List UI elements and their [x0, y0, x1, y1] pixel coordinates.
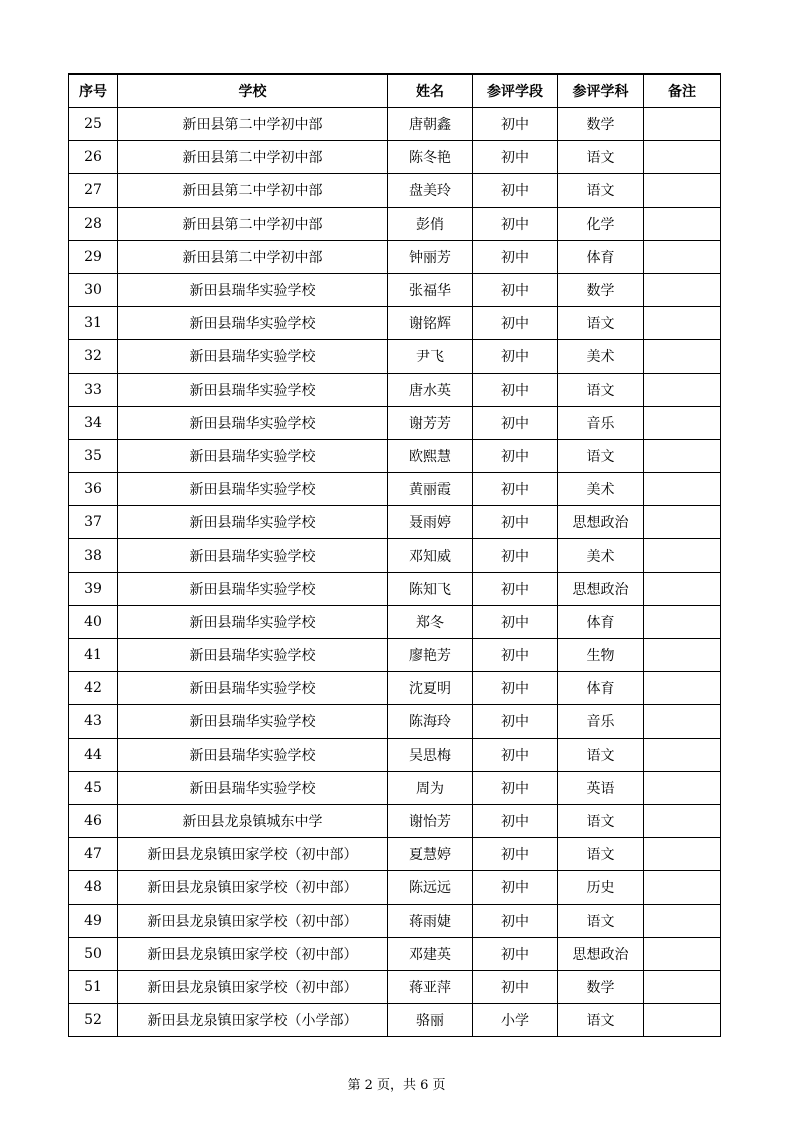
table-cell	[644, 871, 721, 904]
table-cell	[644, 904, 721, 937]
table-cell: 生物	[558, 639, 644, 672]
header-cell: 学校	[118, 74, 388, 108]
table-cell	[644, 937, 721, 970]
table-cell: 欧熙慧	[388, 439, 473, 472]
roster-table	[68, 73, 721, 1037]
header-cell: 参评学科	[558, 74, 644, 108]
table-row	[69, 804, 721, 837]
table-cell: 新田县第二中学初中部	[118, 141, 388, 174]
table-cell: 新田县瑞华实验学校	[118, 738, 388, 771]
table-cell: 新田县龙泉镇田家学校（初中部）	[118, 904, 388, 937]
table-row	[69, 307, 721, 340]
table-cell: 谢怡芳	[388, 804, 473, 837]
table-cell: 语文	[558, 838, 644, 871]
table-cell: 25	[69, 108, 118, 141]
table-row	[69, 141, 721, 174]
table-cell: 黄丽霞	[388, 473, 473, 506]
table-cell: 34	[69, 406, 118, 439]
table-cell: 新田县瑞华实验学校	[118, 406, 388, 439]
table-row	[69, 439, 721, 472]
table-cell: 初中	[473, 207, 558, 240]
table-cell	[644, 639, 721, 672]
table-cell: 吴思梅	[388, 738, 473, 771]
table-cell: 新田县瑞华实验学校	[118, 273, 388, 306]
table-cell: 思想政治	[558, 572, 644, 605]
table-row	[69, 406, 721, 439]
table-row	[69, 738, 721, 771]
table-cell: 体育	[558, 672, 644, 705]
table-cell: 初中	[473, 373, 558, 406]
table-cell	[644, 771, 721, 804]
table-cell: 美术	[558, 340, 644, 373]
table-cell: 新田县瑞华实验学校	[118, 439, 388, 472]
table-cell: 新田县第二中学初中部	[118, 174, 388, 207]
table-cell: 44	[69, 738, 118, 771]
table-cell: 新田县第二中学初中部	[118, 108, 388, 141]
table-cell: 初中	[473, 804, 558, 837]
table-cell: 新田县第二中学初中部	[118, 240, 388, 273]
table-cell: 初中	[473, 539, 558, 572]
table-cell	[644, 705, 721, 738]
table-cell: 思想政治	[558, 506, 644, 539]
table-cell: 陈冬艳	[388, 141, 473, 174]
table-cell: 46	[69, 804, 118, 837]
table-cell: 新田县龙泉镇田家学校（初中部）	[118, 838, 388, 871]
table-cell: 廖艳芳	[388, 639, 473, 672]
table-cell: 英语	[558, 771, 644, 804]
table-cell: 38	[69, 539, 118, 572]
table-cell: 初中	[473, 738, 558, 771]
table-cell: 聂雨婷	[388, 506, 473, 539]
table-cell: 张福华	[388, 273, 473, 306]
table-cell: 新田县瑞华实验学校	[118, 771, 388, 804]
table-cell: 28	[69, 207, 118, 240]
table-cell: 邓建英	[388, 937, 473, 970]
table-row	[69, 207, 721, 240]
table-cell	[644, 439, 721, 472]
table-cell	[644, 1004, 721, 1037]
table-cell	[644, 672, 721, 705]
table-cell: 语文	[558, 373, 644, 406]
table-cell: 小学	[473, 1004, 558, 1037]
table-row	[69, 970, 721, 1003]
table-cell: 数学	[558, 970, 644, 1003]
table-cell: 语文	[558, 141, 644, 174]
table-cell: 彭俏	[388, 207, 473, 240]
table-row	[69, 705, 721, 738]
header-cell: 序号	[69, 74, 118, 108]
table-row	[69, 473, 721, 506]
table-cell	[644, 804, 721, 837]
table-cell: 51	[69, 970, 118, 1003]
table-row	[69, 904, 721, 937]
table-cell	[644, 473, 721, 506]
table-cell: 43	[69, 705, 118, 738]
table-cell: 谢铭辉	[388, 307, 473, 340]
table-cell: 唐朝鑫	[388, 108, 473, 141]
table-cell: 蒋亚萍	[388, 970, 473, 1003]
table-cell	[644, 373, 721, 406]
table-cell: 初中	[473, 406, 558, 439]
table-cell	[644, 506, 721, 539]
table-cell: 35	[69, 439, 118, 472]
table-cell: 新田县瑞华实验学校	[118, 473, 388, 506]
table-cell	[644, 738, 721, 771]
table-row	[69, 639, 721, 672]
table-cell: 语文	[558, 1004, 644, 1037]
table-cell: 体育	[558, 240, 644, 273]
table-cell: 41	[69, 639, 118, 672]
table-cell	[644, 141, 721, 174]
table-cell: 初中	[473, 639, 558, 672]
table-cell: 思想政治	[558, 937, 644, 970]
table-cell: 初中	[473, 904, 558, 937]
table-cell: 语文	[558, 738, 644, 771]
table-cell: 音乐	[558, 406, 644, 439]
table-cell: 初中	[473, 838, 558, 871]
table-cell	[644, 240, 721, 273]
table-cell: 新田县瑞华实验学校	[118, 307, 388, 340]
table-cell: 新田县瑞华实验学校	[118, 639, 388, 672]
table-cell: 陈海玲	[388, 705, 473, 738]
table-cell: 初中	[473, 871, 558, 904]
table-cell: 新田县瑞华实验学校	[118, 539, 388, 572]
table-cell: 初中	[473, 240, 558, 273]
table-row	[69, 273, 721, 306]
table-cell: 体育	[558, 605, 644, 638]
table-cell: 化学	[558, 207, 644, 240]
table-cell: 数学	[558, 108, 644, 141]
table-cell: 47	[69, 838, 118, 871]
table-cell: 45	[69, 771, 118, 804]
table-row	[69, 506, 721, 539]
table-cell: 美术	[558, 539, 644, 572]
table-cell	[644, 340, 721, 373]
table-cell: 30	[69, 273, 118, 306]
table-cell: 初中	[473, 174, 558, 207]
table-row	[69, 340, 721, 373]
table-cell: 新田县第二中学初中部	[118, 207, 388, 240]
table-cell: 初中	[473, 340, 558, 373]
table-cell: 唐水英	[388, 373, 473, 406]
table-cell: 新田县瑞华实验学校	[118, 605, 388, 638]
header-cell: 姓名	[388, 74, 473, 108]
table-cell: 36	[69, 473, 118, 506]
table-cell: 26	[69, 141, 118, 174]
table-cell: 40	[69, 605, 118, 638]
table-cell: 新田县瑞华实验学校	[118, 373, 388, 406]
table-row	[69, 838, 721, 871]
table-cell: 初中	[473, 506, 558, 539]
table-cell: 语文	[558, 174, 644, 207]
table-row	[69, 572, 721, 605]
table-cell	[644, 406, 721, 439]
table-cell: 初中	[473, 705, 558, 738]
table-cell: 邓知威	[388, 539, 473, 572]
table-cell: 陈远远	[388, 871, 473, 904]
table-row	[69, 108, 721, 141]
table-cell: 27	[69, 174, 118, 207]
table-cell: 初中	[473, 970, 558, 1003]
table-cell: 历史	[558, 871, 644, 904]
table-cell	[644, 273, 721, 306]
table-cell: 新田县龙泉镇田家学校（初中部）	[118, 871, 388, 904]
table-cell: 新田县龙泉镇田家学校（小学部）	[118, 1004, 388, 1037]
table-row	[69, 871, 721, 904]
table-cell	[644, 307, 721, 340]
table-row	[69, 672, 721, 705]
table-cell: 语文	[558, 307, 644, 340]
table-cell: 新田县瑞华实验学校	[118, 705, 388, 738]
table-cell: 新田县瑞华实验学校	[118, 672, 388, 705]
table-cell: 新田县瑞华实验学校	[118, 340, 388, 373]
table-cell: 初中	[473, 572, 558, 605]
table-row	[69, 240, 721, 273]
table-cell: 39	[69, 572, 118, 605]
table-cell: 50	[69, 937, 118, 970]
table-cell: 钟丽芳	[388, 240, 473, 273]
table-body	[69, 108, 721, 1037]
table-row	[69, 1004, 721, 1037]
table-row	[69, 539, 721, 572]
table-row	[69, 373, 721, 406]
table-cell: 新田县瑞华实验学校	[118, 572, 388, 605]
table-cell: 初中	[473, 307, 558, 340]
table-cell: 32	[69, 340, 118, 373]
table-cell: 初中	[473, 473, 558, 506]
header-cell: 参评学段	[473, 74, 558, 108]
header-cell: 备注	[644, 74, 721, 108]
table-cell: 初中	[473, 273, 558, 306]
table-cell	[644, 838, 721, 871]
table-cell	[644, 207, 721, 240]
table-cell: 新田县瑞华实验学校	[118, 506, 388, 539]
table-cell: 新田县龙泉镇田家学校（初中部）	[118, 937, 388, 970]
table-cell: 初中	[473, 771, 558, 804]
table-cell: 初中	[473, 937, 558, 970]
table-cell: 37	[69, 506, 118, 539]
table-cell: 新田县龙泉镇城东中学	[118, 804, 388, 837]
table-cell: 骆丽	[388, 1004, 473, 1037]
table-cell: 谢芳芳	[388, 406, 473, 439]
table-cell: 48	[69, 871, 118, 904]
table-cell: 初中	[473, 672, 558, 705]
table-header-row	[69, 74, 721, 108]
table-cell: 49	[69, 904, 118, 937]
table-cell: 初中	[473, 141, 558, 174]
table-cell: 52	[69, 1004, 118, 1037]
table-cell: 盘美玲	[388, 174, 473, 207]
table-cell	[644, 970, 721, 1003]
table-cell: 语文	[558, 439, 644, 472]
table-cell: 初中	[473, 439, 558, 472]
table-cell: 语文	[558, 904, 644, 937]
table-cell: 郑冬	[388, 605, 473, 638]
table-row	[69, 771, 721, 804]
table-cell: 33	[69, 373, 118, 406]
table-cell	[644, 108, 721, 141]
table-cell: 蒋雨婕	[388, 904, 473, 937]
table-cell: 尹飞	[388, 340, 473, 373]
table-cell: 31	[69, 307, 118, 340]
table-cell	[644, 174, 721, 207]
table-cell: 语文	[558, 804, 644, 837]
table-cell	[644, 539, 721, 572]
table-cell: 夏慧婷	[388, 838, 473, 871]
table-cell: 初中	[473, 108, 558, 141]
table-cell: 42	[69, 672, 118, 705]
table-cell: 周为	[388, 771, 473, 804]
table-cell	[644, 605, 721, 638]
table-cell: 新田县龙泉镇田家学校（初中部）	[118, 970, 388, 1003]
page-footer: 第 2 页，共 6 页	[347, 1078, 446, 1093]
table-cell: 沈夏明	[388, 672, 473, 705]
table-row	[69, 605, 721, 638]
table-cell: 29	[69, 240, 118, 273]
table-cell: 初中	[473, 605, 558, 638]
table-cell: 数学	[558, 273, 644, 306]
table-cell: 陈知飞	[388, 572, 473, 605]
table-row	[69, 937, 721, 970]
table-cell: 美术	[558, 473, 644, 506]
table-cell: 音乐	[558, 705, 644, 738]
table-row	[69, 174, 721, 207]
table-cell	[644, 572, 721, 605]
